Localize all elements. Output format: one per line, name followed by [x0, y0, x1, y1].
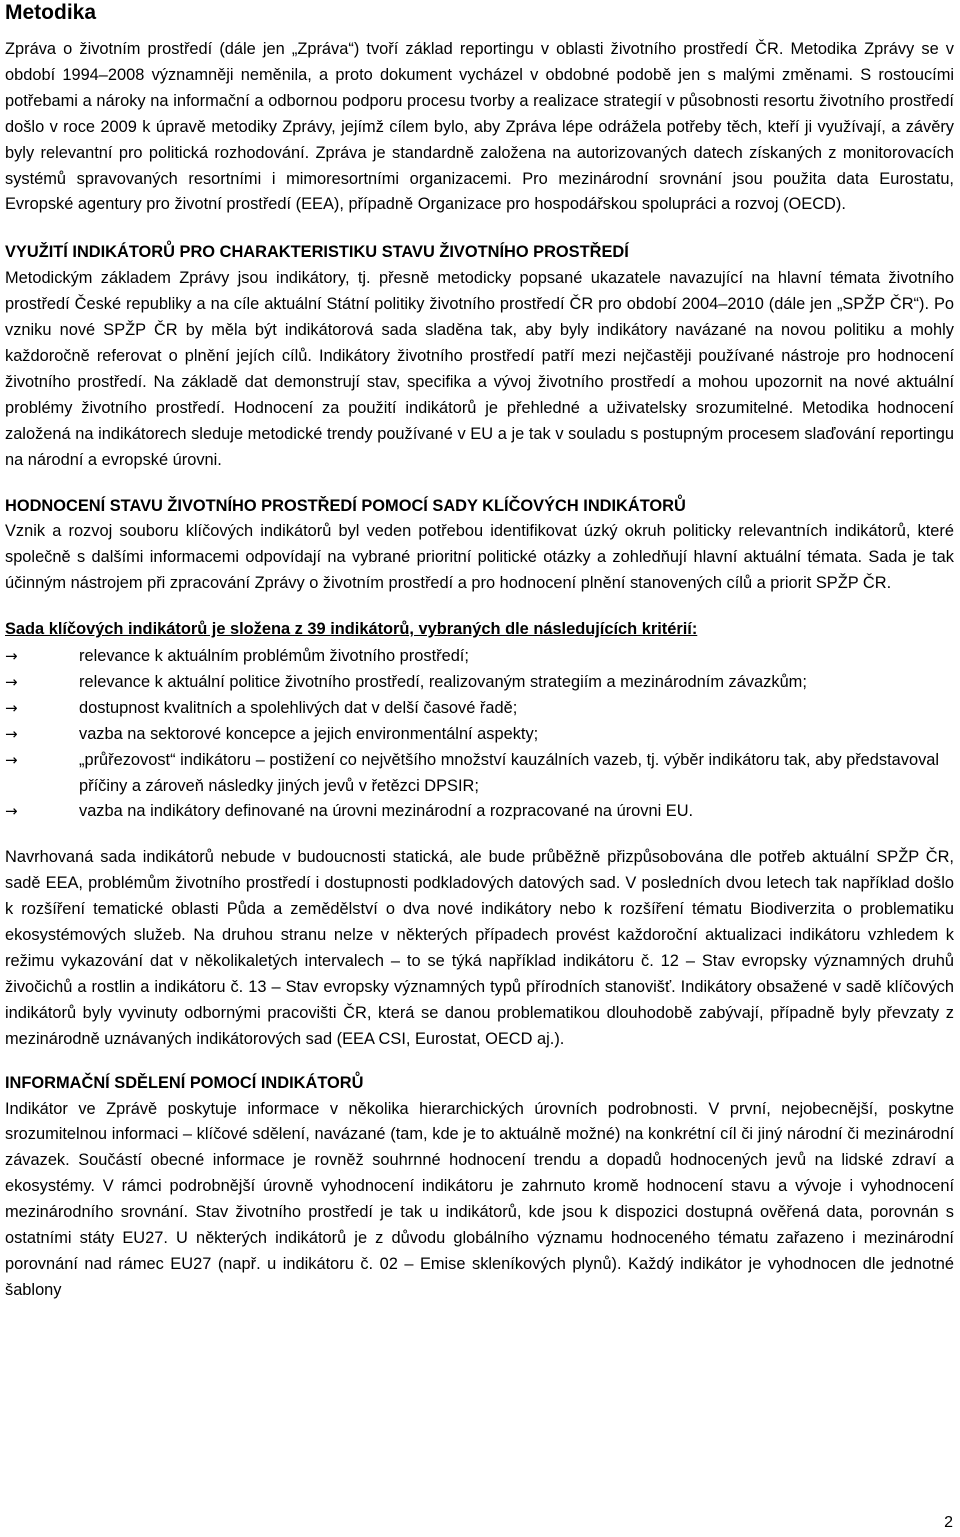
- arrow-right-icon: →: [5, 698, 18, 717]
- section-paragraph-key-indicators: Vznik a rozvoj souboru klíčových indikátorů byl veden potřebou identifikovat úzký okruh politicky relevantních indikátorů, které společně s dalšími informacemi odpovídají na vybrané prioritní politické otázky a zohledňují hlavní aktuální témata. Sada je tak účinným nástrojem při zpracování Zprávy o životním prostředí a pro hodnocení plnění stanovených cílů a priorit SPŽP ČR.: [5, 522, 954, 593]
- page-title: Metodika: [5, 1, 97, 24]
- criteria-text: vazba na indikátory definované na úrovni mezinárodní a rozpracované na úrovni EU.: [79, 802, 694, 821]
- arrow-right-icon: →: [5, 750, 18, 769]
- arrow-right-icon: →: [5, 672, 18, 691]
- section-paragraph-information-message: Indikátor ve Zprávě poskytuje informace v několika hierarchických úrovních podrobnosti. V první, nejobecnější, poskytne srozumitelnou informaci – klíčové sdělení, navázané (tam, kde je to aktuálně možné) na konkrétní cíl či jiný národní či mezinárodní závazek. Součástí obecné informace je rovněž souhrnné hodnocení trendu a dopadů hodnocených jevů na lidské zdraví a ekosystémy. V rámci podrobnější úrovně vyhodnocení indikátoru je zahrnuto kromě hodnocení stavu a vývoje i vyhodnocení mezinárodního srovnání. Stav životního prostředí je tak u indikátorů, kde jsou k dispozici dostupná ověřená data, porovnán s ostatními státy EU27. U některých indikátorů je z důvodu globálního významu hodnoceného tématu zařazeno i mezinárodní porovnání nad rámec EU27 (např. u indikátoru č. 02 – Emise skleníkových plynů). Každý indikátor je vyhodnocen dle jednotné šablony: [5, 1099, 954, 1299]
- list-item: [5, 799, 954, 825]
- list-item: [5, 670, 954, 696]
- list-item: [5, 748, 954, 800]
- arrow-right-icon: →: [5, 802, 18, 821]
- section-heading-indicators-use: VYUŽITÍ INDIKÁTORŮ PRO CHARAKTERISTIKU STAVU ŽIVOTNÍHO PROSTŘEDÍ: [5, 243, 629, 262]
- criteria-text: relevance k aktuální politice životního prostředí, realizovaným strategiím a mezinárodním závazkům;: [79, 672, 807, 691]
- criteria-text: relevance k aktuálním problémům životního prostředí;: [79, 647, 469, 666]
- section-heading-information-message: INFORMAČNÍ SDĚLENÍ POMOCÍ INDIKÁTORŮ: [5, 1073, 364, 1092]
- criteria-text: „průřezovost“ indikátoru – postižení co největšího množství kauzálních vazeb, tj. výběr indikátoru tak, aby představoval příčiny a zároveň následky jiných jevů v řetězci DPSIR;: [79, 750, 940, 795]
- arrow-right-icon: →: [5, 724, 18, 743]
- page-number: 2: [944, 1514, 953, 1531]
- list-item: [5, 696, 954, 722]
- list-item: [5, 644, 954, 670]
- list-item: [5, 722, 954, 748]
- section-heading-key-indicators: HODNOCENÍ STAVU ŽIVOTNÍHO PROSTŘEDÍ POMOCÍ SADY KLÍČOVÝCH INDIKÁTORŮ: [5, 496, 686, 515]
- section-paragraph-indicator-set: Navrhovaná sada indikátorů nebude v budoucnosti statická, ale bude průběžně přizpůsobována dle potřeb aktuální SPŽP ČR, sadě EEA, problémům životního prostředí i dostupnosti podkladových datových sad. V posledních dvou letech tak například došlo k rozšíření tematické oblasti Půda a zemědělství o dva nové indikátory nebo k rozšíření tématu Biodiverzita o problematiku ekosystémových služeb. Na druhou stranu nelze v některých případech provést každoroční aktualizaci indikátoru vzhledem k režimu vykazování dat v několikaletých intervalech – to se týká například indikátoru č. 12 – Stav evropsky významných druhů živočichů a rostlin a indikátoru č. 13 – Stav evropsky významných typů přírodních stanovišť. Indikátory obsažené v sadě klíčových indikátorů byly vyvinuty odbornými pracovišti ČR, která se danou problematikou dlouhodobě zabývají, případně byly převzaty z mezinárodně uznávaných indikátorových sad (EEA CSI, Eurostat, OECD aj.).: [5, 848, 954, 1048]
- criteria-text: dostupnost kvalitních a spolehlivých dat v delší časové řadě;: [79, 698, 518, 717]
- arrow-right-icon: →: [5, 647, 18, 666]
- criteria-list: [5, 644, 954, 825]
- section-paragraph-indicators-use: Metodickým základem Zprávy jsou indikátory, tj. přesně metodicky popsané ukazatele navazující na hlavní témata životního prostředí České republiky a na cíle aktuální Státní politiky životního prostředí ČR pro období 2004–2010 (dále jen „SPŽP ČR“). Po vzniku nové SPŽP ČR by měla být indikátorová sada sladěna tak, aby byly indikátory navázané na novou politiku a mohly každoročně referovat o plnění jejích cílů. Indikátory životního prostředí patří mezi nejčastěji používané nástroje pro hodnocení životního prostředí. Na základě dat demonstrují stav, specifika a vývoj životního prostředí a mohou upozornit na nové aktuální problémy životního prostředí. Hodnocení za použití indikátorů je přehledné a uživatelsky srozumitelné. Metodika hodnocení založená na indikátorech sleduje metodické trendy používané v EU a je tak v souladu s postupným procesem slaďování reportingu na národní a evropské úrovni.: [5, 269, 954, 469]
- intro-paragraph: Zpráva o životním prostředí (dále jen „Zpráva“) tvoří základ reportingu v oblasti životního prostředí ČR. Metodika Zprávy se v období 1994–2008 významněji neměnila, a proto dokument vycházel v obdobné podobě jen s malými změnami. S rostoucími potřebami a nároky na informační a odbornou podporu procesu tvorby a realizace strategií v působnosti resortu životního prostředí došlo v roce 2009 k úpravě metodiky Zprávy, jejímž cílem bylo, aby Zpráva lépe odrážela potřeby těch, kteří ji využívají, a závěry byly relevantní pro politická rozhodování. Zpráva je standardně založena na autorizovaných datech získaných z monitorovacích systémů spravovaných resortními i mimoresortními organizacemi. Pro mezinárodní srovnání jsou použita data Eurostatu, Evropské agentury pro životní prostředí (EEA), případně Organizace pro hospodářskou spolupráci a rozvoj (OECD).: [5, 40, 954, 214]
- criteria-heading: Sada klíčových indikátorů je složena z 39 indikátorů, vybraných dle následujících kritérií:: [5, 620, 698, 639]
- criteria-text: vazba na sektorové koncepce a jejich environmentální aspekty;: [79, 724, 539, 743]
